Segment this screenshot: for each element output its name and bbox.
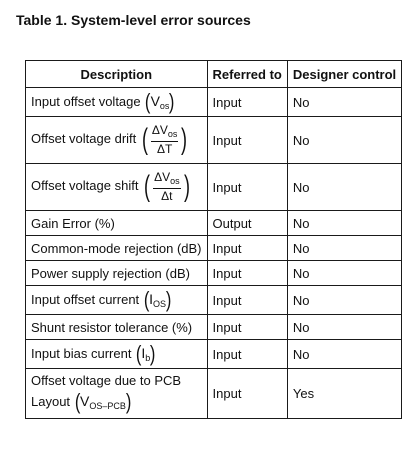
table-row [26,164,402,211]
referred-to-cell: Input [207,369,287,419]
symbol-subscript: OS–PCB [89,401,126,411]
symbol-subscript: OS [153,299,167,309]
designer-control-cell: Yes [287,369,401,419]
referred-to-cell: Input [207,315,287,340]
paren-left: ( [145,89,151,114]
description-text: Offset voltage drift [31,131,137,147]
paren-left: ( [135,341,142,366]
referred-to-cell: Input [207,117,287,164]
designer-control-cell: No [287,261,401,286]
paren-left: ( [74,389,81,414]
fraction-expression [140,124,190,155]
description-cell [26,340,208,369]
paren-right: ) [181,123,188,156]
fraction-numerator: $\Delta V_{os}$ [151,124,179,141]
description-cell [26,88,208,117]
table-row [26,211,402,236]
description-cell [26,369,208,419]
fraction [153,171,181,202]
description-cell [26,164,208,211]
designer-control-cell: No [287,211,401,236]
designer-control-cell: No [287,164,401,211]
fraction-expression [142,171,192,202]
table-row [26,340,402,369]
table-row [26,261,402,286]
referred-to-cell: Input [207,286,287,315]
header-designer-control: Designer control [287,61,401,88]
referred-to-cell: Input [207,261,287,286]
description-text: Input offset current [31,292,140,307]
table-header-row [26,61,402,88]
table-row [26,117,402,164]
description-text-line1: Offset voltage due to PCB [31,373,182,388]
paren-left: ( [144,170,151,203]
paren-left: ( [141,123,148,156]
designer-control-cell: No [287,286,401,315]
fraction-denominator: ΔT [156,141,173,156]
referred-to-cell: Output [207,211,287,236]
table-row [26,286,402,315]
table-row [26,315,402,340]
description-text: Offset voltage shift [31,178,139,194]
symbol: V [80,393,90,409]
description-cell: Common-mode rejection (dB) [26,236,208,261]
fraction-numerator: $\Delta V_{os}$ [153,171,181,188]
symbol: V [150,93,160,109]
error-sources-table [25,60,402,419]
referred-to-cell: Input [207,88,287,117]
description-text-line2: Layout $(V_{OS-PCB})$ [31,389,132,414]
referred-to-cell: Input [207,340,287,369]
description-cell: Power supply rejection (dB) [26,261,208,286]
designer-control-cell: No [287,236,401,261]
symbol: I [149,291,154,307]
paren-right: ) [169,89,175,114]
symbol: I [141,345,146,361]
paren-right: ) [183,170,190,203]
referred-to-cell: Input [207,236,287,261]
designer-control-cell: No [287,117,401,164]
description-cell: Shunt resistor tolerance (%) [26,315,208,340]
header-description: Description [26,61,208,88]
paren-right: ) [150,341,156,366]
description-text: Input offset voltage [31,94,141,109]
fraction [151,124,179,155]
designer-control-cell: No [287,340,401,369]
designer-control-cell: No [287,88,401,117]
table-row [26,369,402,419]
referred-to-cell: Input [207,164,287,211]
description-text: Input bias current [31,346,132,361]
fraction-denominator: Δt [161,188,173,203]
paren-right: ) [125,389,132,414]
designer-control-cell: No [287,315,401,340]
header-referred-to: Referred to [207,61,287,88]
paren-right: ) [165,287,172,312]
table-row [26,236,402,261]
description-cell [26,117,208,164]
symbol-subscript: os [159,101,170,111]
description-cell: Gain Error (%) [26,211,208,236]
symbol-subscript: b [145,353,151,363]
table-title: Table 1. System-level error sources [16,12,251,28]
description-cell [26,286,208,315]
paren-left: ( [143,287,150,312]
table-row [26,88,402,117]
